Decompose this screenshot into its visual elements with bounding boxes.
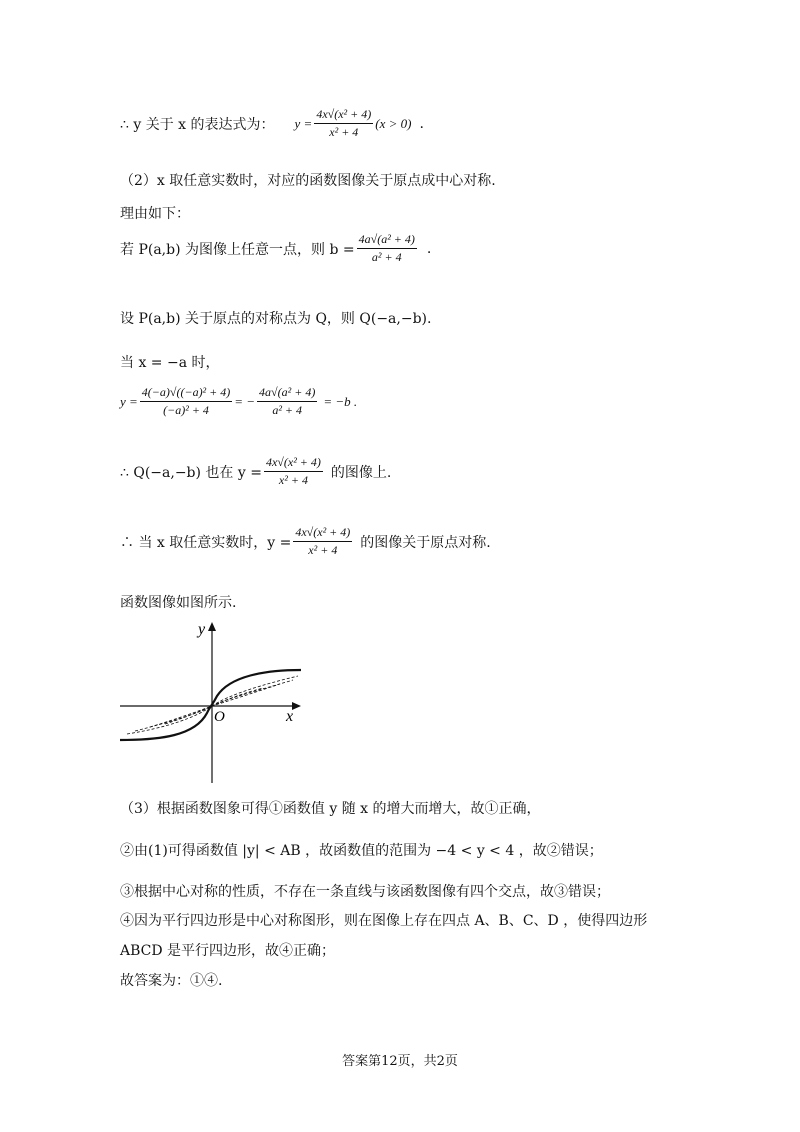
substitution-line bbox=[120, 352, 220, 372]
q-on-graph-line bbox=[120, 455, 391, 488]
computation-line bbox=[120, 385, 357, 418]
fraction-numerator: 4a√(a² + 4) bbox=[257, 385, 317, 402]
q-on-graph-prefix: ∴ Q(−a,−b) 也在 y = bbox=[120, 464, 262, 481]
part3-line-5 bbox=[120, 940, 335, 960]
part3-line-2 bbox=[120, 840, 603, 860]
part3-text-4: ④因为平行四边形是中心对称图形，则在图像上存在四点 A、B、C、D ，使得四边形 bbox=[120, 913, 648, 929]
fraction-denominator: a² + 4 bbox=[371, 250, 402, 264]
part3-text-1: （3）根据函数图象可得①函数值 y 随 x 的增大而增大，故①正确， bbox=[120, 801, 541, 817]
part2-text: （2）x 取任意实数时，对应的函数图像关于原点成中心对称. bbox=[120, 173, 496, 189]
fraction-numerator: 4(−a)√((−a)² + 4) bbox=[140, 385, 232, 402]
x-axis-label: x bbox=[286, 708, 294, 725]
answer-text: 故答案为：①④. bbox=[120, 973, 223, 989]
answer-line bbox=[120, 970, 222, 990]
point-p-prefix: 若 P(a,b) 为图像上任意一点，则 b = bbox=[120, 241, 355, 258]
substitution-text: 当 x = −a 时， bbox=[120, 355, 220, 371]
part3-text-2: ②由(1)可得函数值 |y| < AB ，故函数值的范围为 −4 < y < 4 ，故②错误； bbox=[120, 843, 603, 859]
fraction-denominator: (−a)² + 4 bbox=[163, 403, 209, 417]
reason-text: 理由如下： bbox=[120, 206, 190, 222]
graph-caption bbox=[120, 592, 236, 612]
point-p-line bbox=[120, 232, 431, 265]
function-graph bbox=[115, 618, 315, 788]
equals-minus: = − bbox=[234, 393, 256, 409]
symmetric-point-line bbox=[120, 308, 431, 328]
part3-line-3 bbox=[120, 881, 610, 901]
fraction-numerator: 4x√(x² + 4) bbox=[293, 525, 352, 542]
y-equals: y = bbox=[120, 393, 138, 409]
fraction-denominator: a² + 4 bbox=[272, 403, 303, 417]
part3-text-5: ABCD 是平行四边形，故④正确； bbox=[120, 943, 336, 959]
fraction-numerator: 4a√(a² + 4) bbox=[357, 232, 417, 249]
fraction-denominator: x² + 4 bbox=[278, 473, 308, 487]
conclusion-suffix: 的图像关于原点对称. bbox=[360, 534, 491, 551]
period: . bbox=[419, 115, 424, 132]
expression-fraction bbox=[314, 107, 373, 140]
domain-condition: (x > 0) bbox=[375, 115, 412, 131]
q-fraction bbox=[264, 455, 323, 488]
period: . bbox=[426, 240, 432, 257]
conclusion-prefix: ∴ 当 x 取任意实数时，y = bbox=[120, 534, 292, 551]
fraction-numerator: 4x√(x² + 4) bbox=[264, 455, 323, 472]
part3-line-4 bbox=[120, 910, 647, 930]
computation-fraction-1 bbox=[140, 385, 232, 418]
computation-fraction-2 bbox=[257, 385, 317, 418]
part3-text-3: ③根据中心对称的性质，不存在一条直线与该函数图像有四个交点，故③错误； bbox=[120, 884, 610, 900]
part3-line-1 bbox=[120, 798, 541, 818]
conclusion-line bbox=[120, 525, 491, 558]
x-axis-arrow bbox=[292, 702, 301, 710]
symmetric-point-text: 设 P(a,b) 关于原点的对称点为 Q，则 Q(−a,−b). bbox=[120, 311, 432, 327]
part2-statement bbox=[120, 170, 496, 190]
conclusion-fraction bbox=[293, 525, 352, 558]
y-axis-arrow bbox=[208, 622, 216, 631]
page-footer: 答案第12页，共2页 bbox=[342, 1054, 458, 1069]
origin-label: O bbox=[214, 709, 225, 725]
fraction-numerator: 4x√(x² + 4) bbox=[314, 107, 373, 124]
function-curve bbox=[120, 670, 301, 740]
q-on-graph-suffix: 的图像上. bbox=[330, 464, 392, 481]
b-fraction bbox=[357, 232, 417, 265]
expression-line: ∴ y 关于 x 的表达式为： y = $\frac{\text{4x√(x² + 4)}}{\text{x² + 4}}$ (x > 0) . bbox=[120, 107, 424, 139]
fraction-denominator: x² + 4 bbox=[329, 125, 359, 139]
y-axis-label: y bbox=[198, 621, 206, 638]
graph-caption-text: 函数图像如图所示. bbox=[120, 595, 237, 611]
reason-heading bbox=[120, 203, 190, 223]
fraction-denominator: x² + 4 bbox=[308, 543, 338, 557]
result-minus-b: = −b . bbox=[323, 393, 358, 409]
expression-prefix: ∴ y 关于 x 的表达式为： bbox=[120, 116, 275, 133]
